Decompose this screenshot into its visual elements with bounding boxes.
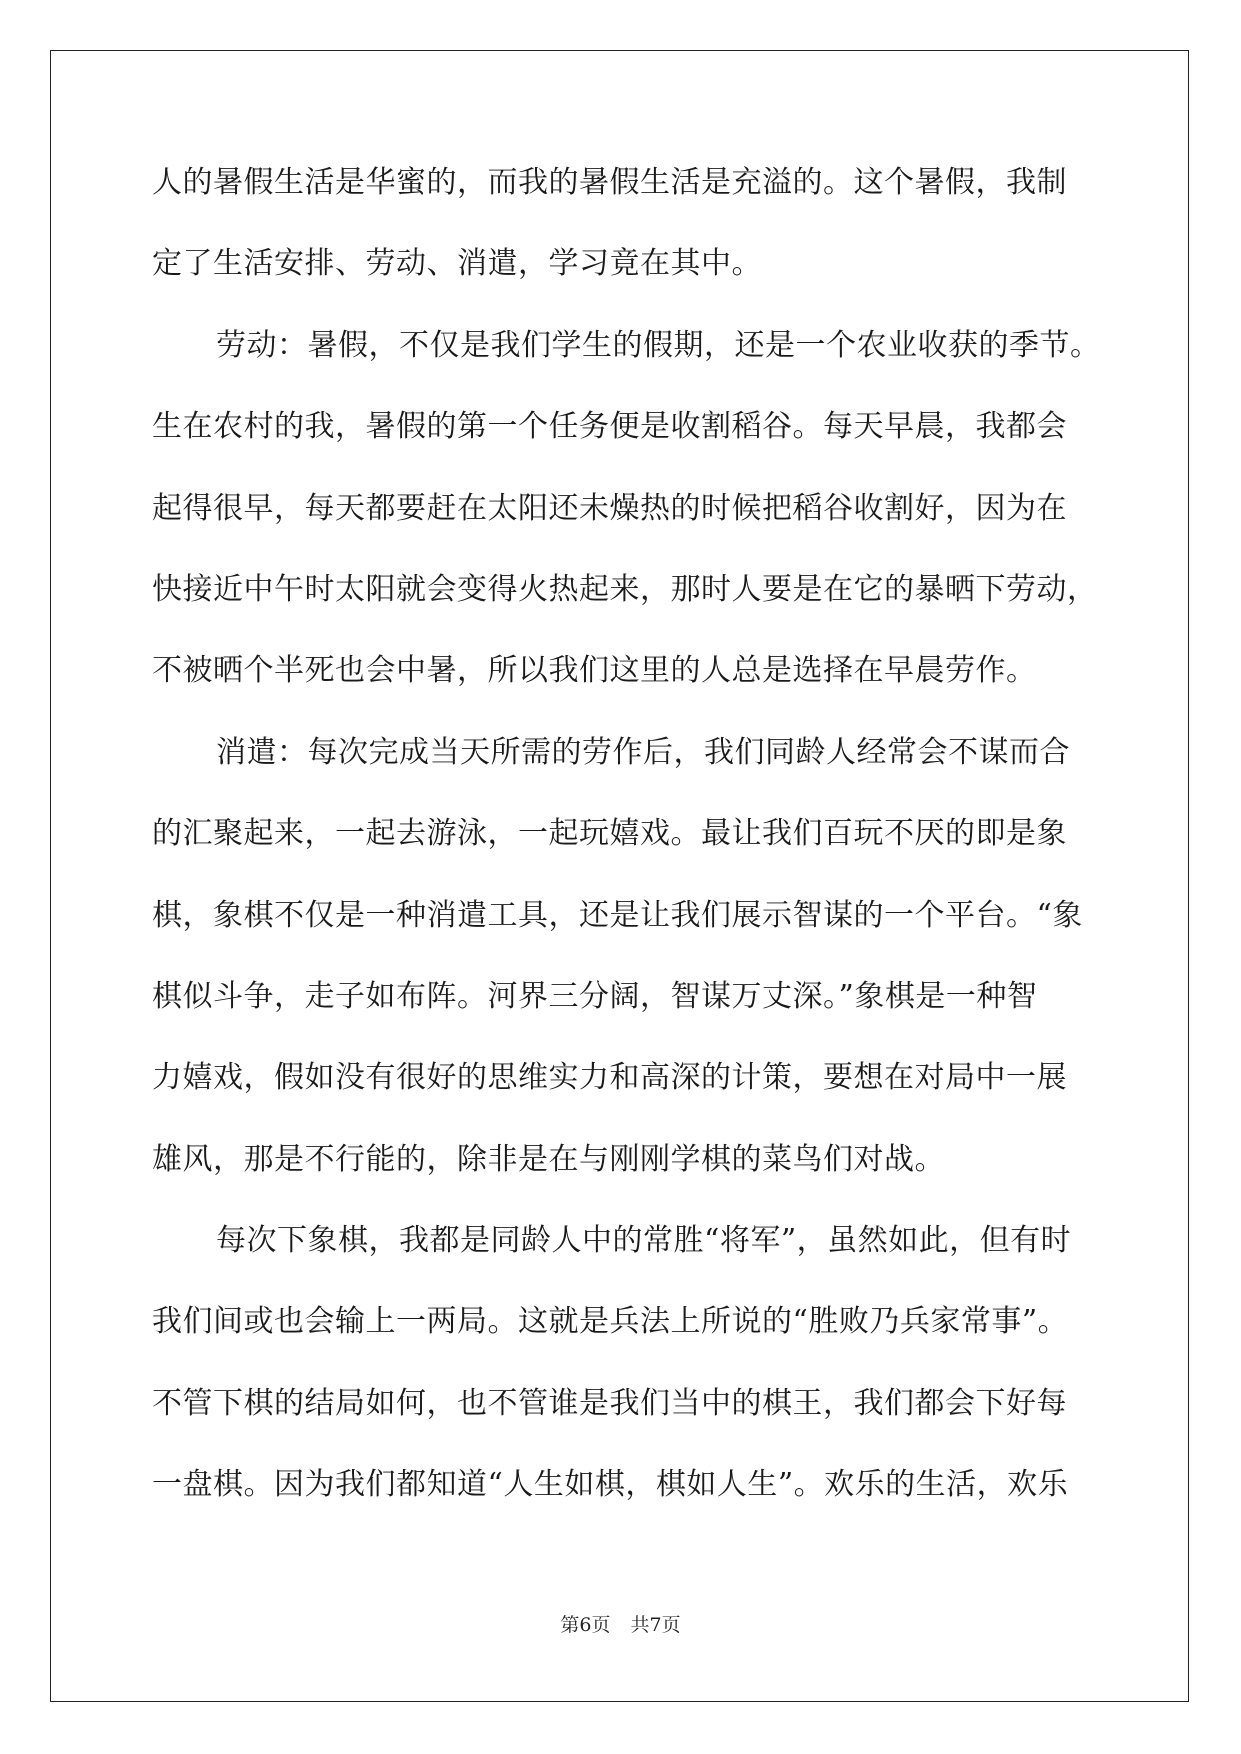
text-line: 消遣：每次完成当天所需的劳作后，我们同龄人经常会不谋而合: [216, 734, 1070, 770]
text-line: 不被晒个半死也会中暑，所以我们这里的人总是选择在早晨劳作。: [152, 653, 1037, 689]
page-number: 第6页: [560, 1614, 611, 1636]
text-line: 一盘棋。因为我们都知道“人生如棋，棋如人生”。欢乐的生活，欢乐: [152, 1467, 1069, 1503]
text-line: 快接近中午时太阳就会变得火热起来，那时人要是在它的暴晒下劳动，: [152, 571, 1098, 607]
text-line: 力嬉戏，假如没有很好的思维实力和高深的计策，要想在对局中一展: [152, 1060, 1067, 1096]
text-line: 雄风，那是不行能的，除非是在与刚刚学棋的菜鸟们对战。: [152, 1141, 945, 1177]
document-body: [152, 162, 1101, 1546]
text-line: 棋，象棋不仅是一种消遣工具，还是让我们展示智谋的一个平台。“象: [152, 897, 1083, 933]
text-line: 生在农村的我，暑假的第一个任务便是收割稻谷。每天早晨，我都会: [152, 409, 1067, 445]
text-line: 我们间或也会输上一两局。这就是兵法上所说的“胜败乃兵家常事”。: [152, 1304, 1069, 1340]
page-footer: [0, 1613, 1241, 1637]
text-line: 每次下象棋，我都是同龄人中的常胜“将军”，虽然如此，但有时: [216, 1223, 1072, 1259]
page-total: 共7页: [630, 1614, 681, 1636]
text-line: 不管下棋的结局如何，也不管谁是我们当中的棋王，我们都会下好每: [152, 1385, 1067, 1421]
text-line: 劳动：暑假，不仅是我们学生的假期，还是一个农业收获的季节。: [216, 327, 1101, 363]
text-line: 的汇聚起来，一起去游泳，一起玩嬉戏。最让我们百玩不厌的即是象: [152, 816, 1067, 852]
text-line: 起得很早，每天都要赶在太阳还未燥热的时候把稻谷收割好，因为在: [152, 490, 1067, 526]
text-line: 棋似斗争，走子如布阵。河界三分阔，智谋万丈深。”象棋是一种智: [152, 978, 1038, 1014]
text-line: 人的暑假生活是华蜜的，而我的暑假生活是充溢的。这个暑假，我制: [152, 165, 1067, 200]
text-line: 定了生活安排、劳动、消遣，学习竟在其中。: [152, 246, 762, 282]
